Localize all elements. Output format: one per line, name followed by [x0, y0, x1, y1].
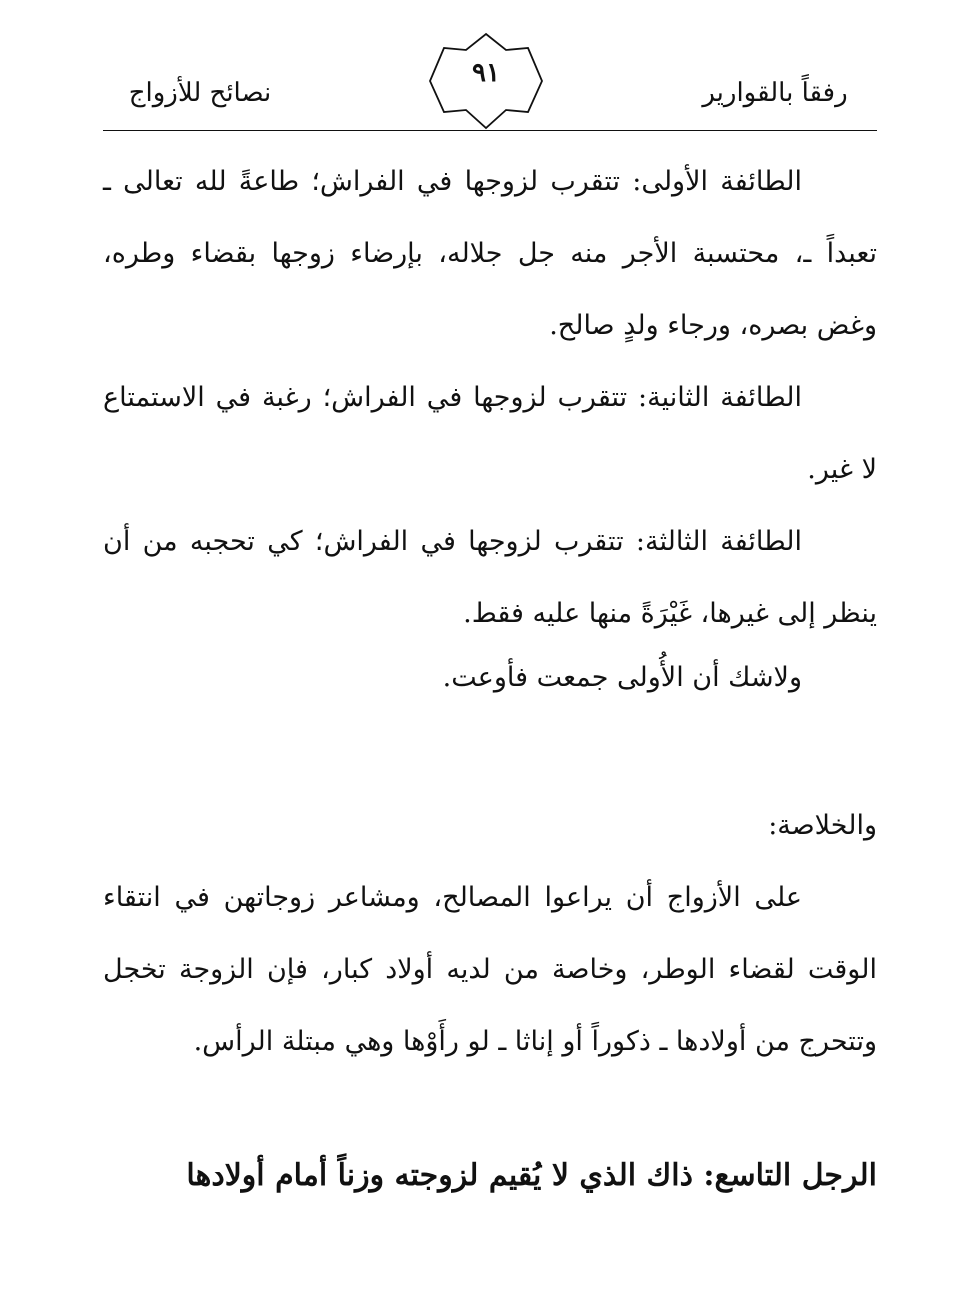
paragraph-third-category: الطائفة الثالثة: تتقرب لزوجها في الفراش؛ كي تحجبه من أن ينظر إلى غيرها، غَيْرَةً منها عليه فقط. — [103, 526, 877, 629]
summary-label: والخلاصة: — [768, 810, 877, 841]
header-divider — [103, 130, 877, 131]
paragraph-conclusion-line: ولاشك أن الأُولى جمعت فأوعت. — [442, 662, 802, 693]
paragraph-second-category: الطائفة الثانية: تتقرب لزوجها في الفراش؛ رغبة في الاستمتاع لا غير. — [103, 382, 877, 485]
paragraph-first-category: الطائفة الأولى: تتقرب لزوجها في الفراش؛ طاعةً لله تعالى ـ تعبداً ـ، محتسبة الأجر منه جل جلاله، بإرضاء زوجها بقضاء وطره، وغض بصره، ورجاء ولدٍ صالح. — [103, 166, 877, 341]
page-number: ٩١ — [472, 58, 500, 88]
section-categories — [103, 146, 877, 706]
header-chapter-title: نصائح للأزواج — [128, 78, 272, 108]
chapter-heading: الرجل التاسع: ذاك الذي لا يُقيم لزوجته وزناً أمام أولادها — [186, 1158, 877, 1193]
header-book-title: رفقاً بالقوارير — [702, 78, 848, 108]
summary-paragraph: على الأزواج أن يراعوا المصالح، ومشاعر زوجاتهن في انتقاء الوقت لقضاء الوطر، وخاصة من لديه أولاد كبار، فإن الزوجة تخجل وتتحرج من أولادها ـ ذكوراً أو إناثا ـ لو رأَوْها وهي مبتلة الرأس. — [103, 882, 877, 1057]
section-summary — [103, 790, 877, 1078]
page-number-badge — [428, 32, 544, 130]
